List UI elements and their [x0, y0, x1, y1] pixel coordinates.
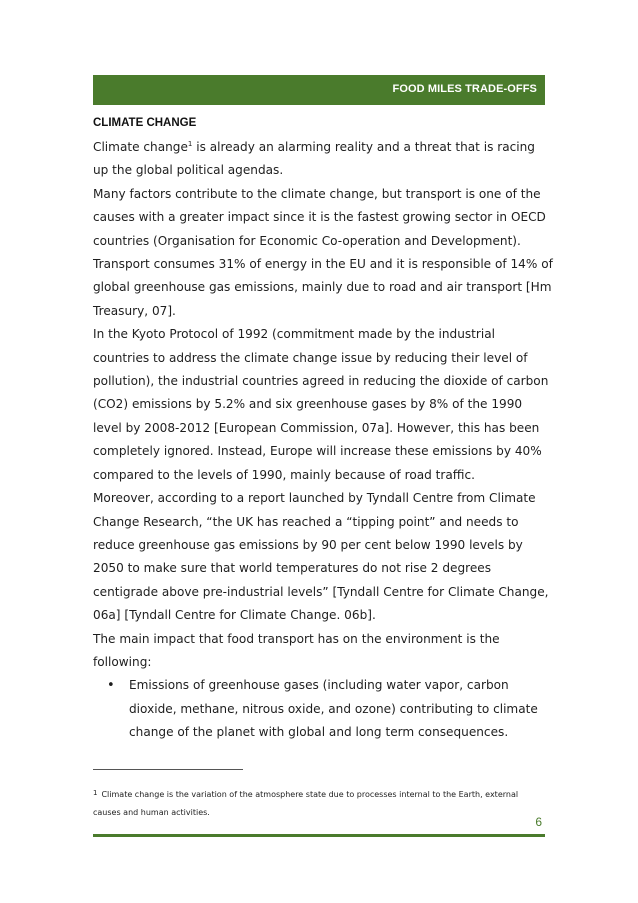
paragraph-5: Moreover, according to a report launched by Tyndall Centre from Climate Change Research, “the UK has reached a “tipping point” and needs to reduce greenhouse gas emissions by 90 per cent below 1990 levels by 2050 to make sure that world temperatures do not rise 2 degrees centigrade above pre-industrial levels” [Tyndall Centre for Climate Change, 06a] [Tyndall Centre for Climate Change. 06b]. — [93, 491, 549, 623]
paragraph-4: In the Kyoto Protocol of 1992 (commitment made by the industrial countries to address the climate change issue by reducing their level of pollution), the industrial countries agreed in reducing the dioxide of carbon (CO2) emissions by 5.2% and six greenhouse gases by 8% of the 1990 level by 2008-2012 [European Commission, 07a]. However, this has been completely ignored. Instead, Europe will increase these emissions by 40% compared to the levels of 1990, mainly because of road traffic. — [93, 327, 549, 482]
list-item-text: Emissions of greenhouse gases (including water vapor, carbon dioxide, methane, nitrous oxide, and ozone) contributing to climate change of the planet with global and long term consequences. — [129, 678, 538, 740]
footnote-divider — [93, 769, 243, 770]
bullet-list — [93, 674, 553, 744]
header-title: FOOD MILES TRADE-OFFS — [392, 83, 537, 95]
paragraph-1 — [93, 136, 553, 183]
footnote — [93, 784, 533, 822]
list-item — [93, 674, 553, 744]
body-text — [93, 112, 553, 745]
paragraph-1-start: Climate change — [93, 140, 188, 154]
paragraph-2: Many factors contribute to the climate change, but transport is one of the causes with a greater impact since it is the fastest growing sector in OECD countries (Organisation for Economic Co-operation and Development). — [93, 186, 546, 248]
footnote-text: Climate change is the variation of the atmosphere state due to processes internal to the Earth, external causes and human activities. — [93, 790, 519, 817]
page-number: 6 — [535, 815, 542, 829]
footnote-number: 1 — [93, 789, 98, 797]
paragraph-1-end: is already an alarming reality and a threat that is racing up the global political agendas. — [93, 140, 535, 178]
paragraph-3: Transport consumes 31% of energy in the EU and it is responsible of 14% of global greenhouse gas emissions, mainly due to road and air transport [Hm Treasury, 07]. — [93, 257, 553, 318]
bullet-icon: • — [107, 678, 115, 694]
footnote-reference[interactable]: 1 — [187, 140, 193, 148]
bottom-divider — [93, 834, 545, 837]
section-heading: CLIMATE CHANGE — [93, 117, 197, 129]
header-bar — [93, 75, 545, 105]
paragraph-6: The main impact that food transport has on the environment is the following: — [93, 631, 500, 669]
